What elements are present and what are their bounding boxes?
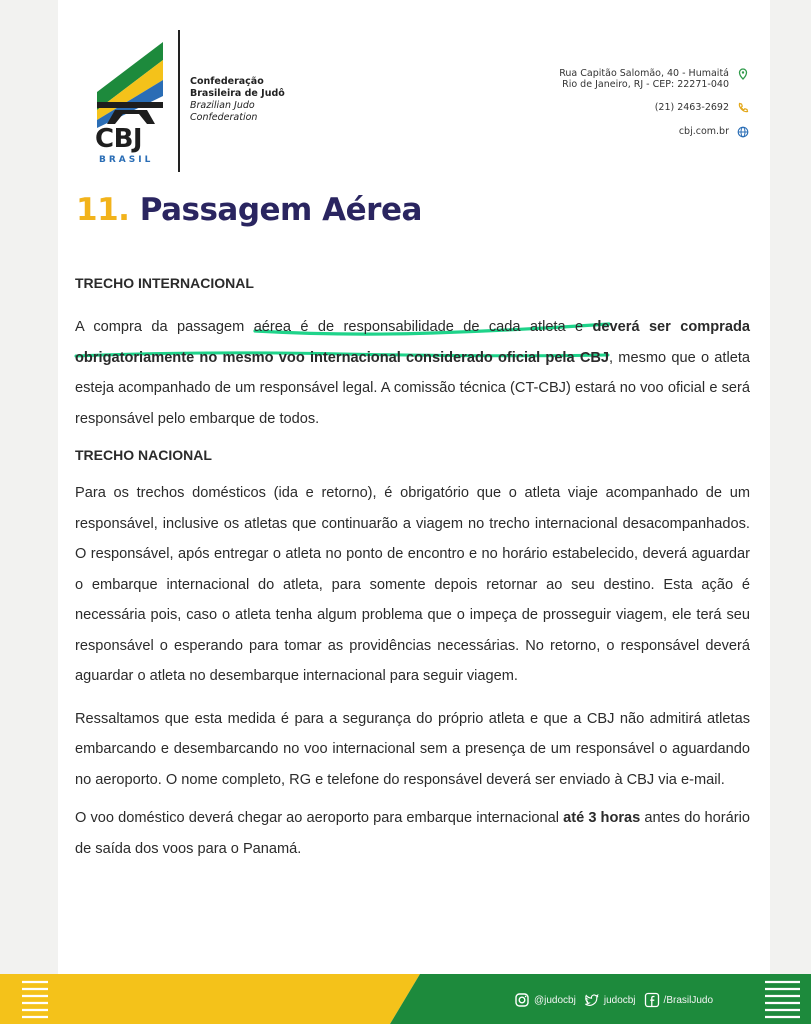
- twitter-handle: judocbj: [603, 994, 636, 1006]
- phone-number: (21) 2463-2692: [654, 102, 729, 113]
- website-link[interactable]: cbj.com.br: [678, 126, 729, 137]
- twitter-icon: [584, 992, 600, 1008]
- paragraph-seguranca: Ressaltamos que esta medida é para a segurança do próprio atleta e que a CBJ não admitirá atletas embarcando e desembarcando no voo internacional sem a presença de um responsável o aguardando no aeroporto. O nome completo, RG e telefone do responsável deverá ser enviado à CBJ via e-mail.: [75, 710, 750, 788]
- heading-trecho-internacional: TRECHO INTERNACIONAL: [75, 275, 254, 291]
- globe-icon: [737, 126, 749, 138]
- phone-row: [559, 102, 749, 114]
- document-body: [75, 268, 750, 864]
- address-row: [559, 68, 749, 90]
- address-line-2: Rio de Janeiro, RJ - CEP: 22271-040: [562, 79, 729, 90]
- social-links: [514, 992, 713, 1008]
- org-line-4: Confederation: [190, 112, 258, 123]
- org-line-2: Brasileira de Judô: [190, 88, 285, 99]
- page-title: [76, 192, 422, 228]
- p1-bold: deverá ser comprada obrigatoriamente no mesmo voo internacional considerado oficial pela CBJ: [75, 319, 750, 366]
- paragraph-voo-domestico: [75, 803, 750, 864]
- section-number-dot: .: [118, 192, 130, 228]
- website-row: [559, 126, 749, 138]
- twitter-link[interactable]: [584, 992, 636, 1008]
- org-line-1: Confederação: [190, 76, 264, 87]
- location-icon: [737, 68, 749, 80]
- p1-text-b: , mesmo que o atleta esteja acompanhado de um responsável legal. A comissão técnica (CT-CBJ) estará no voo oficial e será responsável pelo embarque de todos.: [75, 349, 750, 427]
- phone-icon: [737, 102, 749, 114]
- facebook-icon: [644, 992, 660, 1008]
- section-title: Passagem Aérea: [129, 192, 422, 228]
- facebook-link[interactable]: [644, 992, 713, 1008]
- facebook-handle: /BrasilJudo: [663, 994, 714, 1006]
- p4-text-a: O voo doméstico deverá chegar ao aeroporto para embarque internacional: [75, 810, 564, 826]
- instagram-icon: [514, 992, 530, 1008]
- section-number: 11: [76, 192, 119, 228]
- heading-trecho-nacional: TRECHO NACIONAL: [75, 447, 212, 463]
- instagram-link[interactable]: [514, 992, 576, 1008]
- org-name: [190, 76, 285, 124]
- address-line-1: Rua Capitão Salomão, 40 - Humaitá: [559, 68, 729, 79]
- p1-text-a: A compra da passagem aérea é de responsabilidade de cada atleta e: [75, 319, 593, 335]
- p4-bold: até 3 horas: [563, 810, 641, 826]
- header-divider: [178, 30, 180, 172]
- p4-text-b: antes do horário de saída dos voos para o Panamá.: [75, 810, 750, 857]
- instagram-handle: @judocbj: [534, 994, 576, 1006]
- paragraph-nacional: Para os trechos domésticos (ida e retorno), é obrigatório que o atleta viaje acompanhado de um responsável, inclusive os atletas que continuarão a viagem no trecho internacional desacompanhados. O responsável, após entregar o atleta no ponto de encontro e no horário estabelecido, deverá aguardar o embarque internacional do atleta, para somente depois retornar ao seu destino. Esta ação é necessária pois, caso o atleta tenha algum problema que o impeça de prosseguir viagem, ele terá seu responsável o esperando para tomar as providências necessárias. No retorno, o responsável deverá aguardar o atleta no desembarque internacional para seguir viagem.: [75, 485, 750, 684]
- logo-wordmark: CBJ: [95, 124, 143, 154]
- contact-info: [559, 68, 749, 150]
- org-line-3: Brazilian Judo: [190, 100, 255, 111]
- paragraph-internacional: [75, 312, 750, 434]
- logo-subtext: BRASIL: [99, 155, 154, 165]
